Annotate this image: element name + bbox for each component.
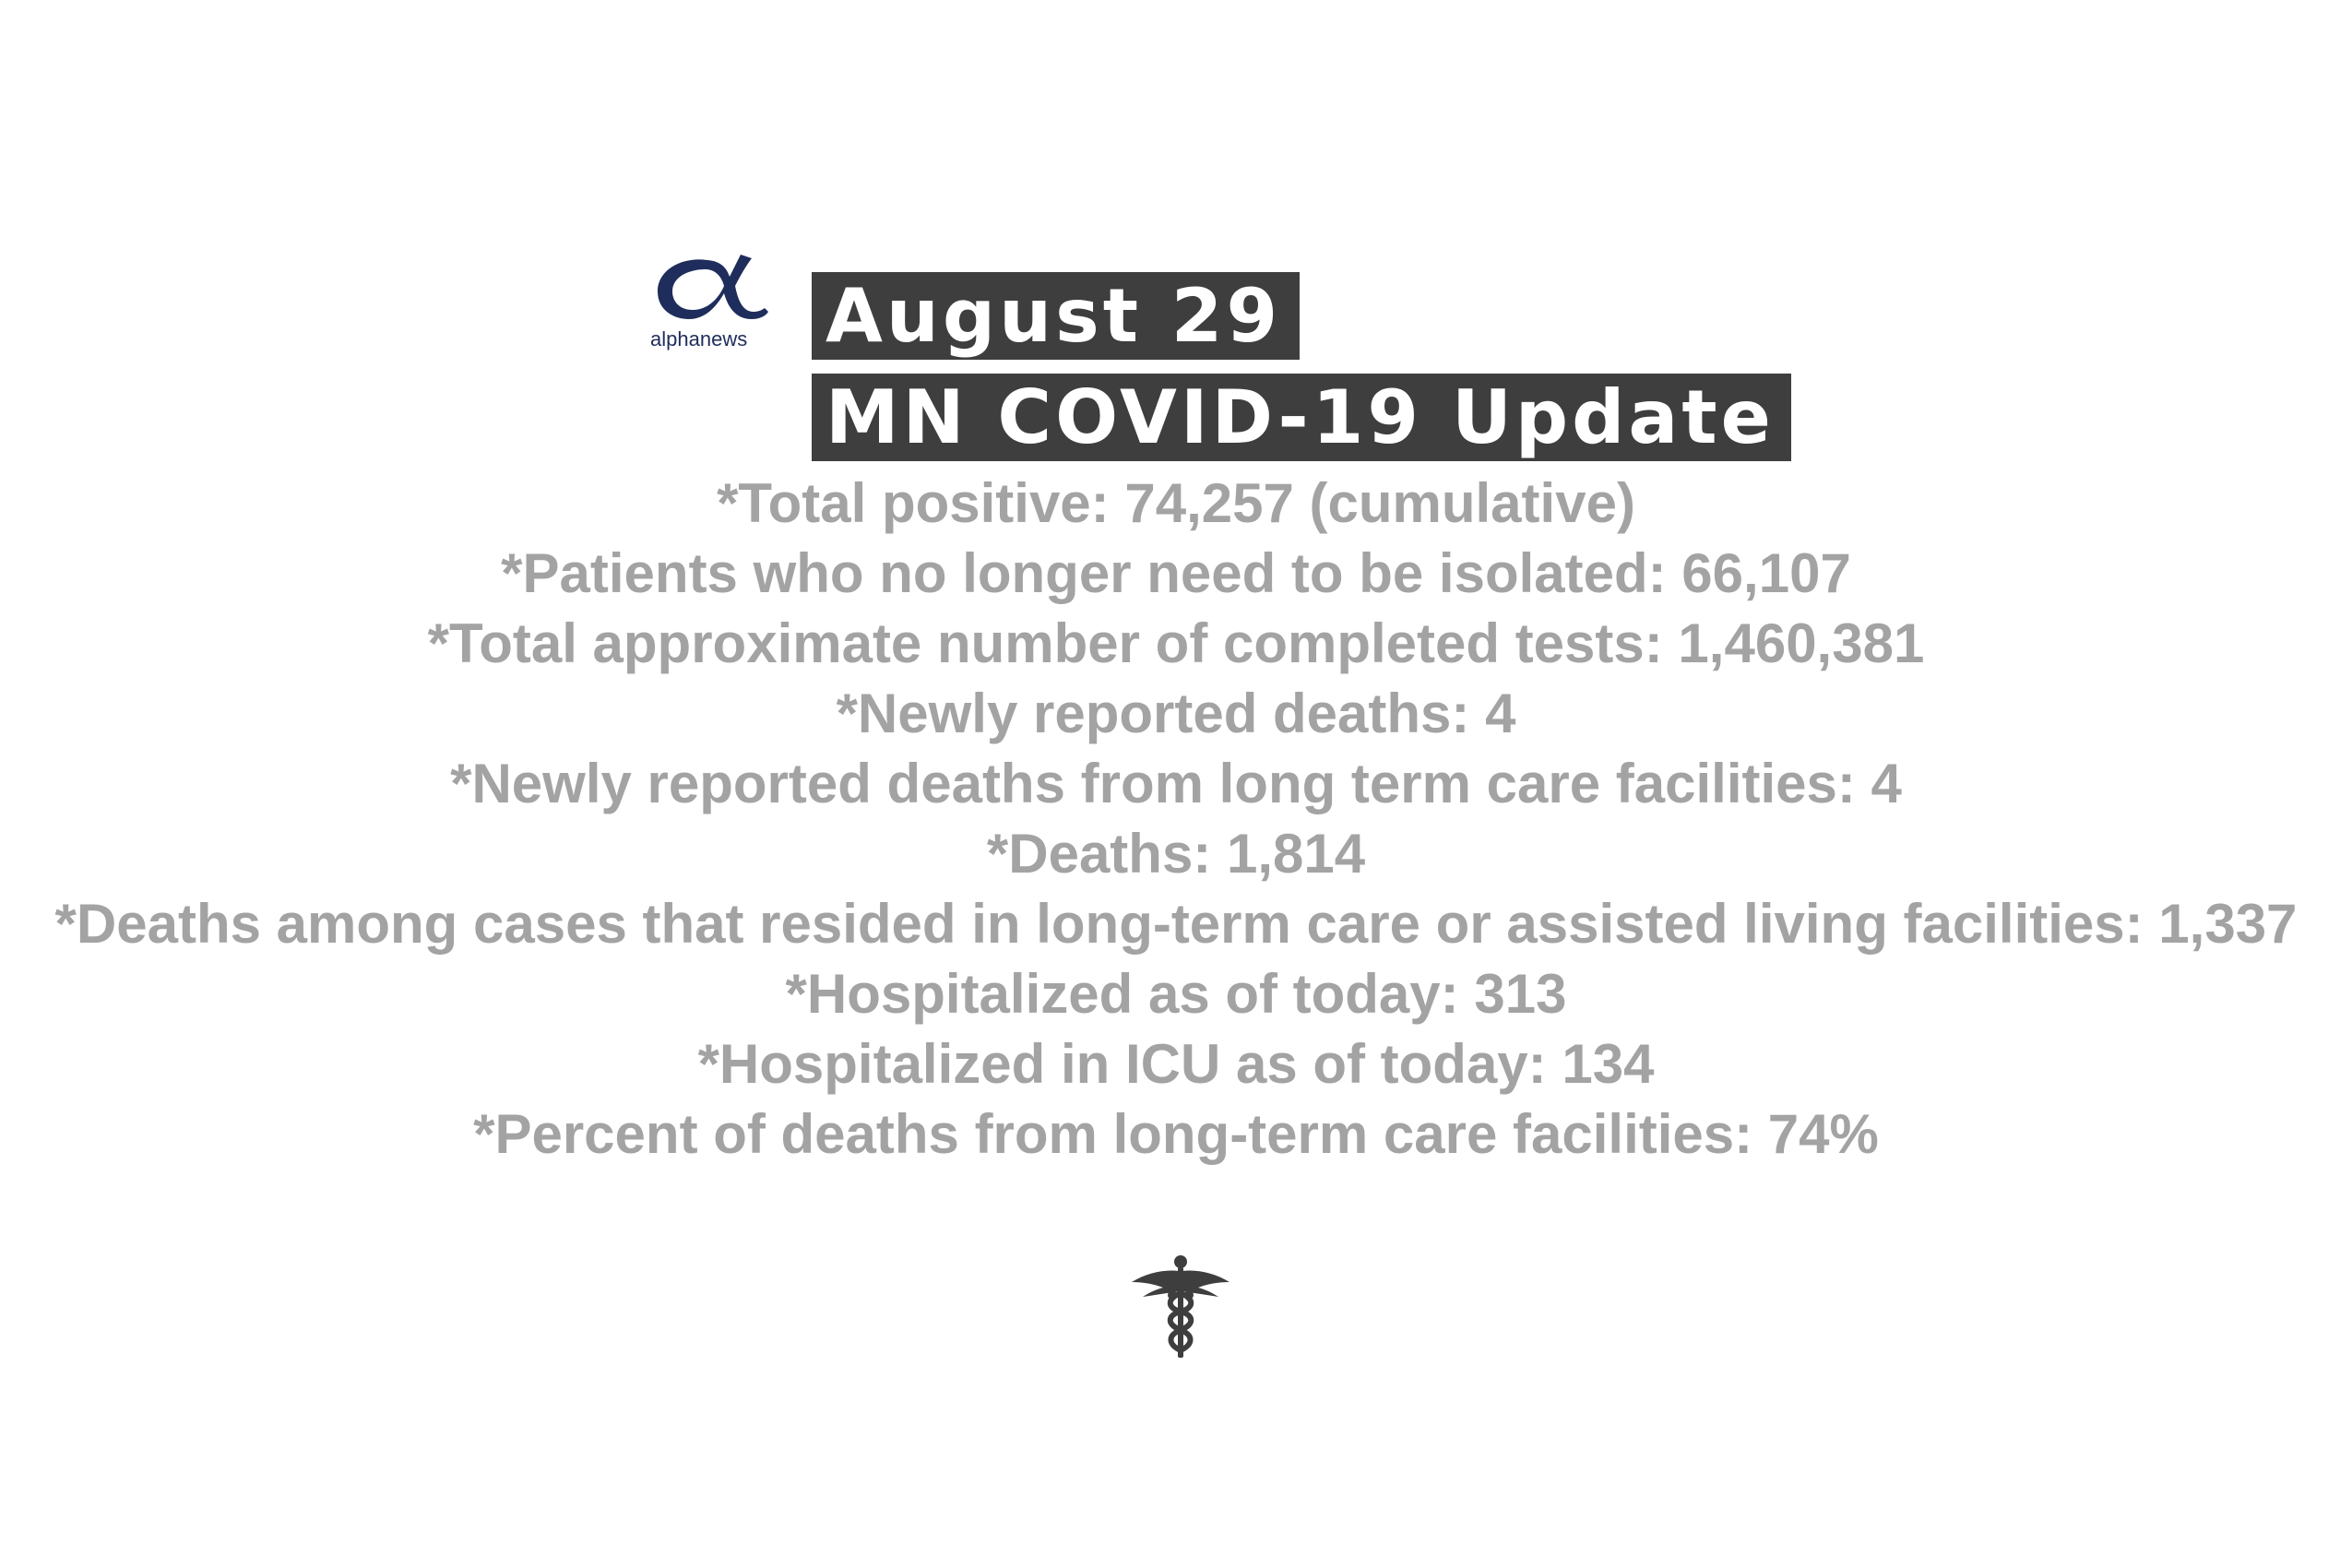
stat-hospitalized-icu: *Hospitalized in ICU as of today: 134	[697, 1033, 1655, 1095]
stat-new-deaths: *Newly reported deaths: 4	[836, 683, 1516, 744]
stats-list	[0, 469, 2352, 1170]
alphanews-logo	[650, 249, 775, 355]
stat-total-positive: *Total positive: 74,257 (cumulative)	[717, 472, 1635, 534]
alpha-logo-icon	[650, 249, 775, 327]
stat-completed-tests: *Total approximate number of completed tests: 1,460,381	[427, 612, 1925, 674]
page-title: MN COVID-19 Update	[812, 374, 1791, 461]
stat-hospitalized: *Hospitalized as of today: 313	[785, 963, 1567, 1025]
stat-no-longer-isolated: *Patients who no longer need to be isolated: 66,107	[501, 542, 1851, 604]
caduceus-icon	[1130, 1254, 1231, 1360]
logo-wordmark: alphanews	[650, 327, 748, 350]
stat-deaths-ltc-residents: *Deaths among cases that resided in long-term care or assisted living facilities: 1,337	[54, 893, 2298, 955]
stat-percent-deaths-ltc: *Percent of deaths from long-term care facilities: 74%	[473, 1103, 1879, 1165]
stat-deaths: *Deaths: 1,814	[986, 823, 1366, 885]
update-date: August 29	[812, 272, 1300, 360]
stat-new-deaths-ltc: *Newly reported deaths from long term care facilities: 4	[450, 753, 1902, 814]
